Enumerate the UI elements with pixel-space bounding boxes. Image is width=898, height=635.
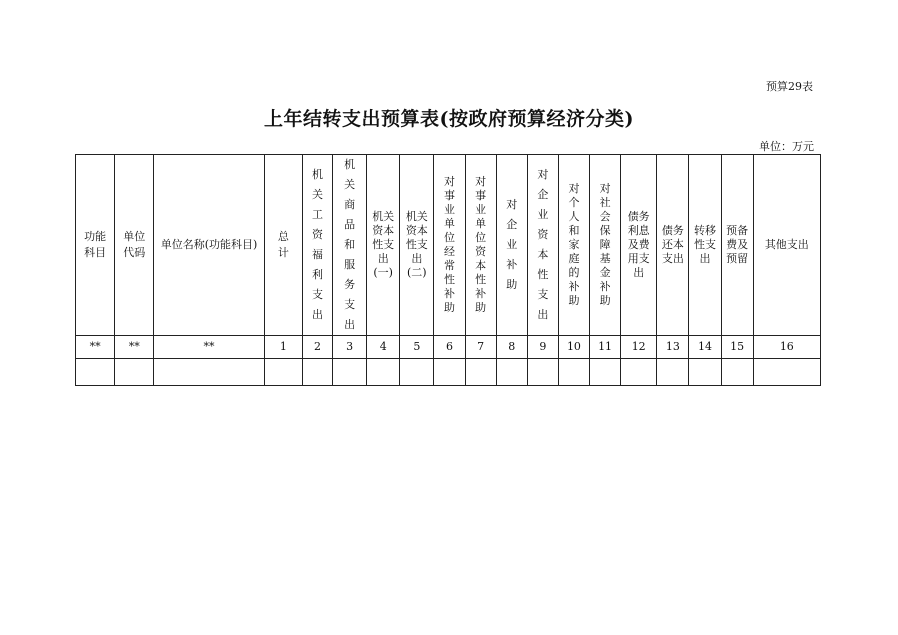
header-text-line: 资本 [372, 224, 395, 237]
header-text-line: 资 [537, 228, 549, 241]
header-text-line: 机关 [405, 210, 428, 223]
index-cell: ** [115, 336, 154, 359]
index-cell: 11 [590, 336, 621, 359]
header-c16 [657, 155, 689, 336]
header-text-line: 工 [311, 208, 323, 221]
header-text-line: 单 [475, 217, 487, 230]
table-cell [264, 359, 302, 386]
header-text-line: 总 [277, 230, 289, 243]
header-text-line: 预留 [726, 252, 749, 265]
header-text-line: 利 [311, 268, 323, 281]
header-c17 [689, 155, 721, 336]
header-text-line: 事 [475, 189, 487, 202]
header-text-line: 本 [475, 259, 487, 272]
header-text-line: 商 [344, 198, 356, 211]
table-cell [465, 359, 496, 386]
header-text-line: 庭 [568, 252, 580, 265]
index-cell: 4 [367, 336, 400, 359]
header-text-line: 性 [443, 273, 455, 286]
header-text-line: 债务 [661, 224, 684, 237]
header-c15 [621, 155, 657, 336]
index-cell: 15 [721, 336, 753, 359]
header-text-line: 费及 [726, 238, 749, 251]
header-text-line: 补 [475, 287, 487, 300]
header-text-line: 企 [537, 188, 549, 201]
header-text-line: 和 [344, 238, 356, 251]
header-text-line: 对 [537, 168, 549, 181]
header-text-line: 业 [537, 208, 549, 221]
header-text-line: 支 [344, 298, 356, 311]
header-text-line: 福 [311, 248, 323, 261]
header-text-line: 障 [599, 238, 611, 251]
header-text-line: 性 [475, 273, 487, 286]
header-text-line: 个 [568, 196, 580, 209]
header-c18 [721, 155, 753, 336]
header-text-line: 支 [311, 288, 323, 301]
header-c11 [496, 155, 527, 336]
header-text-line: 家 [568, 238, 580, 251]
header-text-line: 出 [411, 252, 423, 265]
index-cell: 13 [657, 336, 689, 359]
header-text-line: 位 [443, 231, 455, 244]
table-cell [657, 359, 689, 386]
header-text-line: 出 [377, 252, 389, 265]
table-cell [753, 359, 820, 386]
header-total [264, 155, 302, 336]
header-text-line: 补 [506, 258, 518, 271]
header-text-line: 助 [475, 301, 487, 314]
header-text-line: 关 [311, 188, 323, 201]
form-number: 预算29表 [766, 80, 813, 93]
table-cell [496, 359, 527, 386]
index-cell: 14 [689, 336, 721, 359]
header-text-line: 预备 [726, 224, 749, 237]
index-cell: 1 [264, 336, 302, 359]
header-text-line: 支出 [661, 252, 684, 265]
index-row [76, 336, 821, 359]
header-text-line: 和 [568, 224, 580, 237]
header-text-line: 出 [633, 266, 645, 279]
header-c6 [333, 155, 367, 336]
header-text-line: 位 [475, 231, 487, 244]
header-text-line: 出 [537, 308, 549, 321]
header-text-line: 保 [599, 224, 611, 237]
table-cell [333, 359, 367, 386]
header-text-line: 性支 [693, 238, 716, 251]
header-text-line: 机 [344, 158, 356, 171]
header-text-line: 转移 [693, 224, 716, 237]
header-c10 [465, 155, 496, 336]
header-text-line: 出 [344, 318, 356, 331]
page-title: 上年结转支出预算表(按政府预算经济分类) [264, 108, 634, 130]
budget-table [75, 154, 821, 386]
header-text-line: 补 [568, 280, 580, 293]
table-cell [367, 359, 400, 386]
index-cell: ** [76, 336, 115, 359]
header-text-line: 业 [475, 203, 487, 216]
header-text-line: 金 [599, 266, 611, 279]
header-unit-name: 单位名称(功能科目) [154, 155, 264, 336]
header-text-line: 机 [311, 168, 323, 181]
header-text-line: (二) [407, 266, 427, 279]
header-text-line: (一) [373, 266, 393, 279]
index-cell: 10 [558, 336, 589, 359]
header-text-line: 机关 [372, 210, 395, 223]
header-text-line: 品 [344, 218, 356, 231]
header-text-line: 单位 [123, 230, 146, 243]
header-text-line: 人 [568, 210, 580, 223]
header-text-line: 关 [344, 178, 356, 191]
header-text-line: 企 [506, 218, 518, 231]
header-text-line: 对 [506, 198, 518, 211]
header-other-expenses: 其他支出 [753, 155, 820, 336]
header-function-subject [76, 155, 115, 336]
header-text-line: 的 [568, 266, 580, 279]
table-cell [302, 359, 332, 386]
index-cell: 9 [527, 336, 558, 359]
index-cell: ** [154, 336, 264, 359]
table-cell [621, 359, 657, 386]
table-cell [115, 359, 154, 386]
header-text-line: 业 [443, 203, 455, 216]
index-cell: 5 [400, 336, 434, 359]
header-text-line: 服 [344, 258, 356, 271]
header-text-line: 用支 [627, 252, 650, 265]
header-text-line: 对 [568, 182, 580, 195]
header-text-line: 性 [537, 268, 549, 281]
index-cell: 7 [465, 336, 496, 359]
header-text-line: 本 [537, 248, 549, 261]
header-c9 [434, 155, 465, 336]
header-text-line: 科目 [84, 246, 107, 259]
header-text-line: 性支 [405, 238, 428, 251]
header-text-line: 及费 [627, 238, 650, 251]
table-cell [689, 359, 721, 386]
table-cell [76, 359, 115, 386]
header-c5 [302, 155, 332, 336]
header-text-line: 业 [506, 238, 518, 251]
header-text-line: 经 [443, 245, 455, 258]
header-text-line: 助 [599, 294, 611, 307]
header-text-line: 资 [311, 228, 323, 241]
header-c8 [400, 155, 434, 336]
unit-label: 单位：万元 [759, 140, 814, 153]
header-row [76, 155, 821, 336]
header-text-line: 补 [443, 287, 455, 300]
header-text-line: 助 [443, 301, 455, 314]
header-text-line: 常 [443, 259, 455, 272]
header-text-line: 支 [537, 288, 549, 301]
header-text-line: 基 [599, 252, 611, 265]
table-cell [400, 359, 434, 386]
header-text-line: 社 [599, 196, 611, 209]
index-cell: 8 [496, 336, 527, 359]
index-cell: 3 [333, 336, 367, 359]
header-text-line: 资 [475, 245, 487, 258]
header-text-line: 出 [699, 252, 711, 265]
header-text-line: 补 [599, 280, 611, 293]
index-cell: 12 [621, 336, 657, 359]
header-text-line: 计 [277, 246, 289, 259]
header-c13 [558, 155, 589, 336]
index-cell: 6 [434, 336, 465, 359]
header-unit-code [115, 155, 154, 336]
header-text-line: 会 [599, 210, 611, 223]
header-c14 [590, 155, 621, 336]
header-text-line: 性支 [372, 238, 395, 251]
header-text-line: 利息 [627, 224, 650, 237]
table-cell [527, 359, 558, 386]
header-text-line: 代码 [123, 246, 146, 259]
table-cell [434, 359, 465, 386]
header-text-line: 务 [344, 278, 356, 291]
table-cell [154, 359, 264, 386]
index-cell: 16 [753, 336, 820, 359]
header-text-line: 对 [443, 175, 455, 188]
index-cell: 2 [302, 336, 332, 359]
header-text-line: 还本 [661, 238, 684, 251]
header-text-line: 对 [475, 175, 487, 188]
header-c7 [367, 155, 400, 336]
table-cell [590, 359, 621, 386]
header-text-line: 对 [599, 182, 611, 195]
header-text-line: 功能 [84, 230, 107, 243]
header-c12 [527, 155, 558, 336]
header-text-line: 事 [443, 189, 455, 202]
empty-data-row [76, 359, 821, 386]
header-text-line: 资本 [405, 224, 428, 237]
header-text-line: 助 [506, 278, 518, 291]
header-text-line: 出 [311, 308, 323, 321]
header-text-line: 助 [568, 294, 580, 307]
table-cell [558, 359, 589, 386]
table-cell [721, 359, 753, 386]
header-text-line: 债务 [627, 210, 650, 223]
header-text-line: 单 [443, 217, 455, 230]
